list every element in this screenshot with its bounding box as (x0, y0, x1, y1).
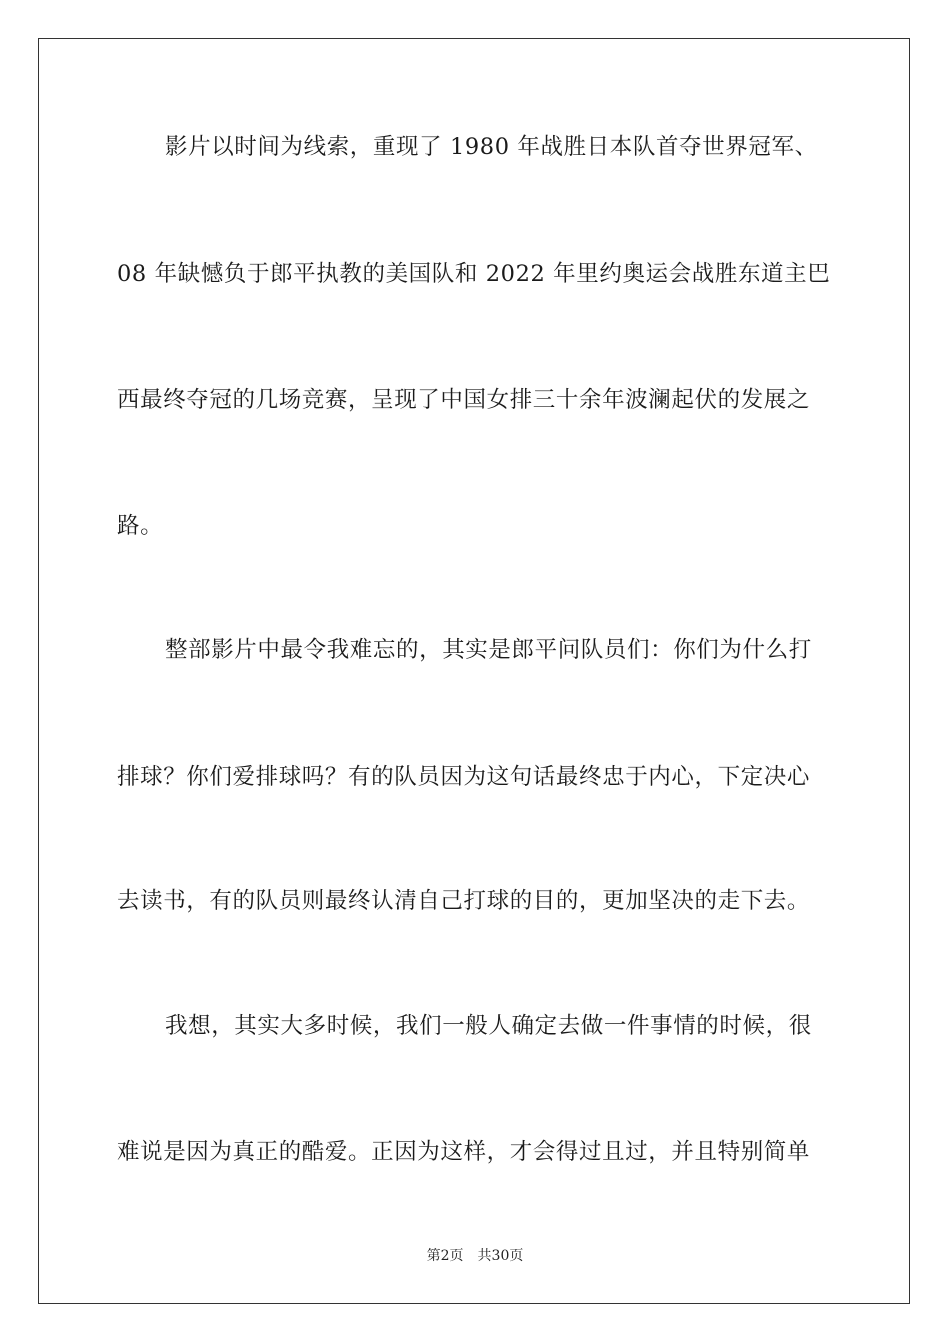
page-border (38, 38, 910, 1304)
paragraph-line: 我想，其实大多时候，我们一般人确定去做一件事情的时候，很 (165, 1013, 812, 1039)
paragraph-line: 路。 (117, 513, 164, 539)
paragraph-line: 排球？你们爱排球吗？有的队员因为这句话最终忠于内心，下定决心 (117, 764, 811, 790)
paragraph-line: 难说是因为真正的酷爱。正因为这样，才会得过且过，并且特别简单 (117, 1139, 811, 1165)
paragraph-line: 08 年缺憾负于郎平执教的美国队和 2022 年里约奥运会战胜东道主巴 (117, 261, 831, 287)
paragraph-line: 去读书，有的队员则最终认清自己打球的目的，更加坚决的走下去。 (117, 888, 811, 914)
paragraph-line: 西最终夺冠的几场竞赛，呈现了中国女排三十余年波澜起伏的发展之 (117, 387, 811, 413)
page-footer (0, 1246, 950, 1266)
paragraph-line: 整部影片中最令我难忘的，其实是郎平问队员们：你们为什么打 (165, 637, 812, 663)
page-total: 共30页 (477, 1248, 524, 1264)
page-number: 第2页 (426, 1248, 464, 1264)
paragraph-line: 影片以时间为线索，重现了 1980 年战胜日本队首夺世界冠军、 (165, 134, 818, 160)
